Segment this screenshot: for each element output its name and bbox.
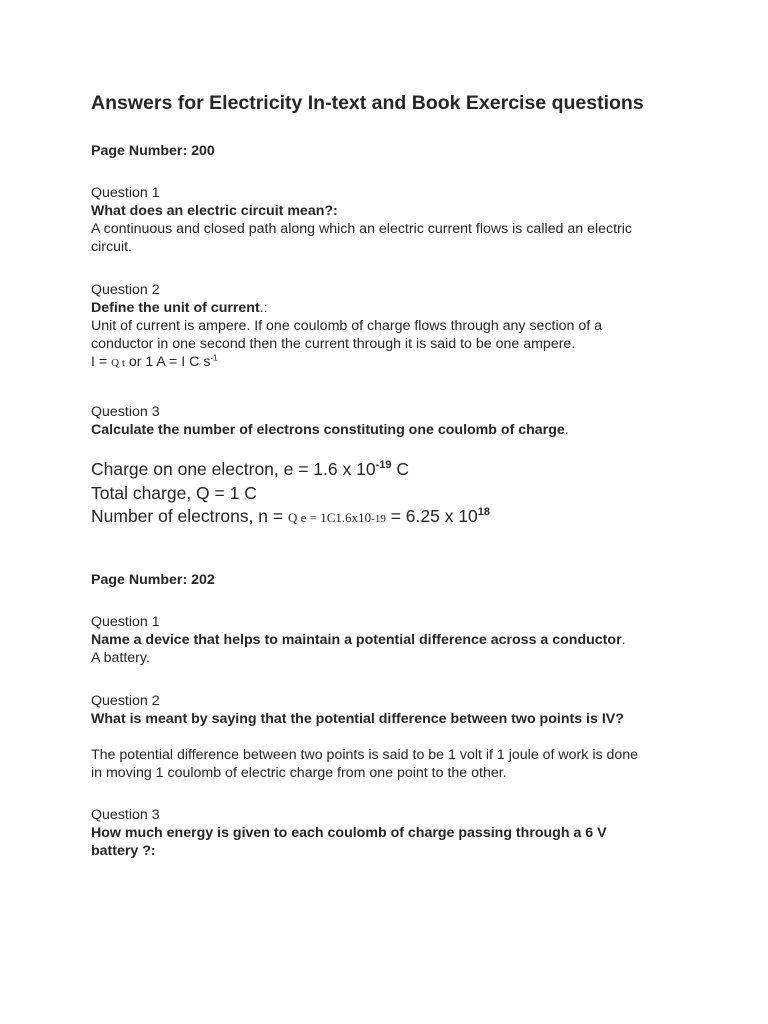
question-label: Question 2 [91,693,160,709]
answer-text: The potential difference between two points is said to be 1 volt if 1 joule of work is done [91,747,639,763]
calculation-line: Number of electrons, n = Q e = 1C1.6x10-19 = 6.25 x $10^{18}$ [91,506,491,526]
formula-line: I = Q t or 1 A = I C $s^{-1}$ [91,353,218,370]
question-text: Calculate the number of electrons constituting one coulomb of charge. [91,422,569,438]
calculation-line: Total charge, Q = 1 C [91,482,257,503]
answer-text: in moving 1 coulomb of electric charge from one point to the other. [91,765,507,781]
question-label: Question 3 [91,807,160,823]
question-label: Question 1 [91,614,160,630]
question-label: Question 3 [91,404,160,420]
question-text: Name a device that helps to maintain a potential difference across a conductor. [91,632,626,648]
page-number-heading: Page Number: 202 [91,572,215,588]
question-text: battery ?: [91,843,156,859]
answer-text: circuit. [91,239,132,255]
answer-block [91,746,691,782]
answer-text: conductor in one second then the current through it is said to be one ampere. [91,336,576,352]
answer-text: Unit of current is ampere. If one coulomb of charge flows through any section of a [91,318,603,334]
question-label: Question 1 [91,185,160,201]
question-text: How much energy is given to each coulomb of charge passing through a 6 V [91,825,607,841]
question-text: What is meant by saying that the potential difference between two points is IV? [91,711,624,727]
answer-text: A continuous and closed path along which an electric current flows is called an electric [91,221,633,237]
question-label: Question 2 [91,282,160,298]
calculation-block [91,458,691,532]
question-block [91,184,691,256]
document-title: Answers for Electricity In-text and Book Exercise questions [91,92,644,114]
calculation-line: Charge on one electron, e = 1.6 x $10^{-19}$ C [91,459,409,479]
answer-text: A battery. [91,650,150,666]
question-block [91,692,691,728]
question-block [91,806,691,860]
page-number-heading: Page Number: 200 [91,143,215,159]
question-block [91,613,691,667]
question-block [91,403,691,439]
question-text: Define the unit of current.: [91,300,268,316]
question-block [91,281,691,372]
question-text: What does an electric circuit mean?: [91,203,338,219]
